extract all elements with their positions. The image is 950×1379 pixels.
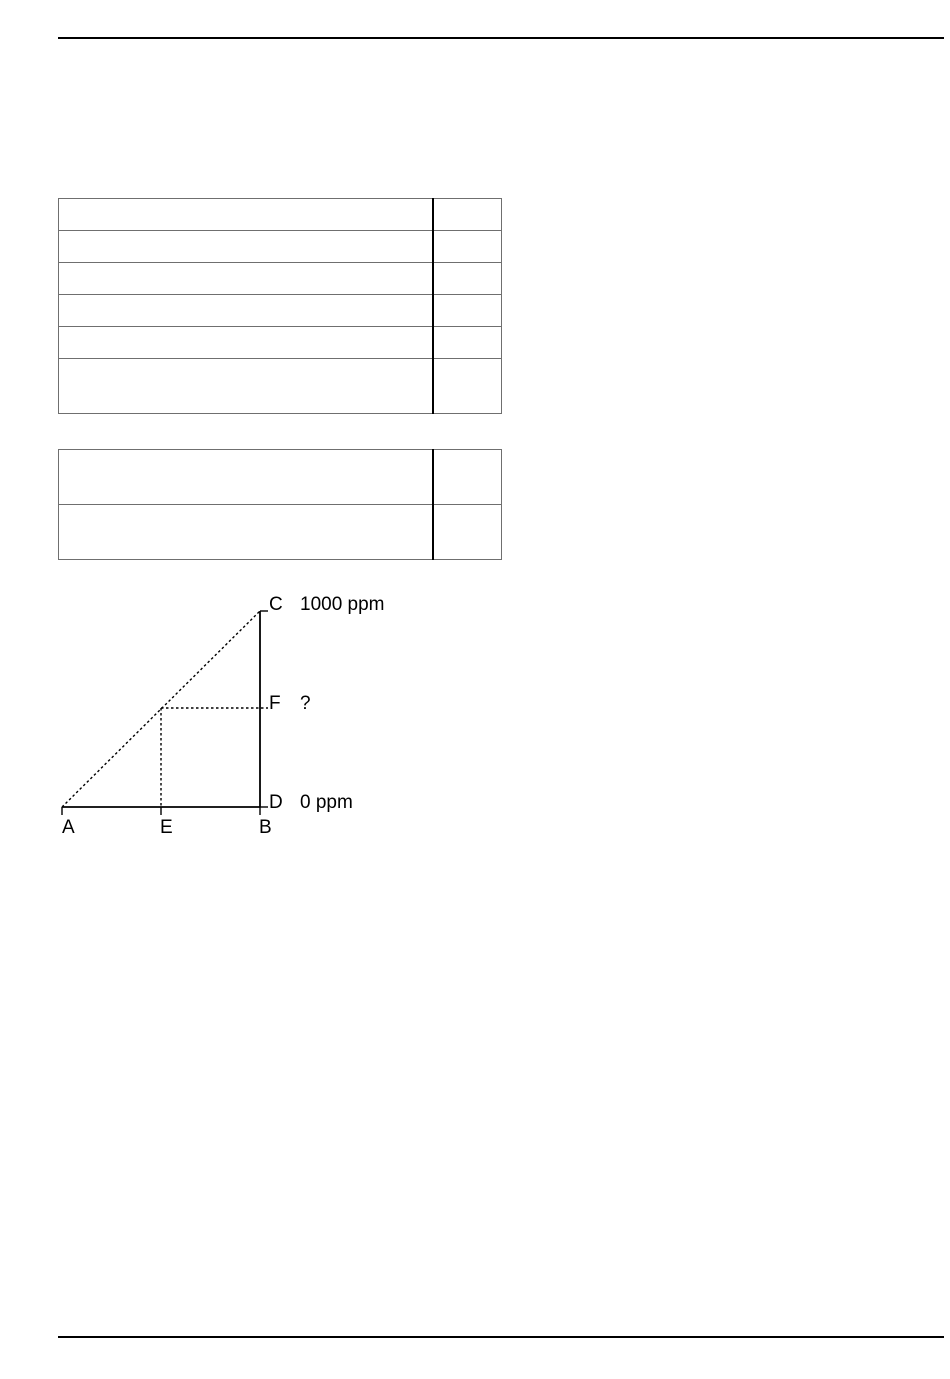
answer-table-1 — [58, 198, 502, 414]
table-cell — [433, 327, 502, 359]
answer-table-2 — [58, 449, 502, 560]
calibration-diagram — [0, 580, 420, 840]
table-row — [59, 327, 502, 359]
value-label-c: 1000 ppm — [300, 594, 385, 615]
footer-rule — [58, 1336, 944, 1338]
header-rule — [58, 37, 944, 39]
table-cell — [433, 505, 502, 560]
table-cell — [59, 359, 434, 414]
table-cell — [59, 231, 434, 263]
point-label-e: E — [160, 817, 173, 838]
table-cell — [433, 231, 502, 263]
point-label-a: A — [62, 817, 75, 838]
table-cell — [433, 359, 502, 414]
table-cell — [433, 450, 502, 505]
table-cell — [59, 263, 434, 295]
table-cell — [433, 295, 502, 327]
table-cell — [59, 505, 434, 560]
table-cell — [433, 199, 502, 231]
table-cell — [59, 199, 434, 231]
table-row — [59, 199, 502, 231]
table-cell — [59, 327, 434, 359]
point-label-c: C — [269, 594, 283, 615]
table-row — [59, 231, 502, 263]
value-label-d: 0 ppm — [300, 792, 353, 813]
table-row — [59, 263, 502, 295]
point-label-b: B — [259, 817, 272, 838]
point-label-f: F — [269, 693, 281, 714]
table-row — [59, 450, 502, 505]
table-cell — [59, 450, 434, 505]
table-cell — [59, 295, 434, 327]
table-cell — [433, 263, 502, 295]
value-label-f: ? — [300, 693, 311, 714]
table-row — [59, 359, 502, 414]
point-label-d: D — [269, 792, 283, 813]
table-row — [59, 505, 502, 560]
table-row — [59, 295, 502, 327]
